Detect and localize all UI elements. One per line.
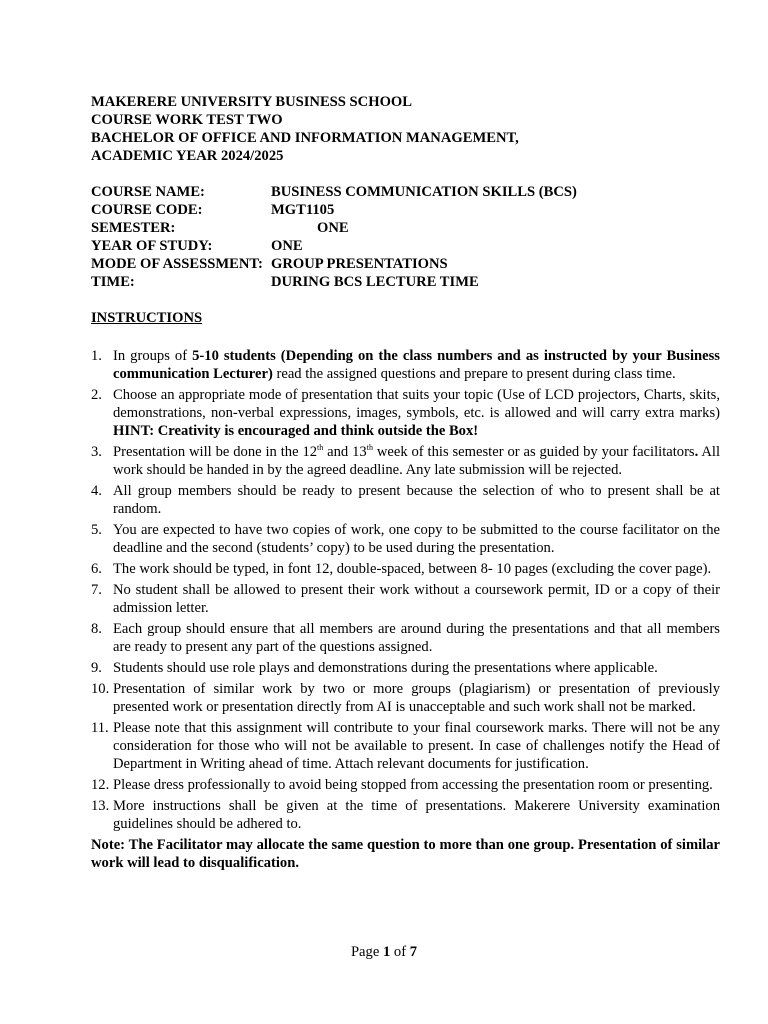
item-number: 2. xyxy=(91,387,102,403)
course-code-label: COURSE CODE: xyxy=(91,202,203,218)
item-bold-text: . xyxy=(694,444,699,460)
item-text: You are expected to have two copies of work, one copy to be submitted to the course facilitator on the deadline and the second (students’ copy) to be used during the presentation. xyxy=(113,522,720,556)
course-name-row xyxy=(91,183,720,201)
item-text: In groups of xyxy=(113,348,193,364)
item-number: 9. xyxy=(91,660,102,676)
mode-of-assessment-value: GROUP PRESENTATIONS xyxy=(271,256,448,272)
list-item xyxy=(91,386,720,440)
item-text: More instructions shall be given at the time of presentations. Makerere University examination guidelines should be adhered to. xyxy=(113,798,720,832)
mode-of-assessment-label: MODE OF ASSESSMENT: xyxy=(91,256,263,272)
semester-value: ONE xyxy=(317,220,349,236)
item-text: Presentation will be done in the 12 xyxy=(113,444,318,460)
list-item xyxy=(91,797,720,833)
item-number: 13. xyxy=(91,798,110,814)
course-details xyxy=(91,183,720,291)
item-text: week of this semester or as guided by your facilitators xyxy=(372,444,695,460)
item-number: 1. xyxy=(91,348,102,364)
item-text: Please dress professionally to avoid being stopped from accessing the presentation room or presenting. xyxy=(113,777,713,793)
academic-year: ACADEMIC YEAR 2024/2025 xyxy=(91,148,284,164)
total-pages-number: 7 xyxy=(409,944,418,960)
item-text: The work should be typed, in font 12, double-spaced, between 8- 10 pages (excluding the cover page). xyxy=(113,561,712,577)
list-item xyxy=(91,776,720,794)
time-row xyxy=(91,273,720,291)
year-of-study-row xyxy=(91,237,720,255)
superscript: th xyxy=(366,443,373,452)
list-item xyxy=(91,680,720,716)
current-page-number: 1 xyxy=(382,944,391,960)
of-word: of xyxy=(393,944,407,960)
list-item xyxy=(91,443,720,479)
course-name-label: COURSE NAME: xyxy=(91,184,205,200)
item-text: and 13 xyxy=(323,444,367,460)
item-text: No student shall be allowed to present their work without a coursework permit, ID or a copy of their admission letter. xyxy=(113,582,720,616)
school-name: MAKERERE UNIVERSITY BUSINESS SCHOOL xyxy=(91,94,413,110)
item-bold-text: HINT: Creativity is encouraged and think outside the Box! xyxy=(113,423,479,439)
page-footer xyxy=(0,943,768,961)
item-number: 6. xyxy=(91,561,102,577)
course-code-row xyxy=(91,201,720,219)
list-item xyxy=(91,581,720,617)
item-number: 11. xyxy=(91,720,109,736)
semester-row xyxy=(91,219,720,237)
item-text: Each group should ensure that all members are around during the presentations and that all members are ready to present any part of the questions assigned. xyxy=(113,621,720,655)
item-number: 3. xyxy=(91,444,102,460)
page-word: Page xyxy=(350,944,380,960)
list-item xyxy=(91,659,720,677)
superscript: th xyxy=(317,443,324,452)
list-item xyxy=(91,560,720,578)
item-number: 10. xyxy=(91,681,110,697)
document-page xyxy=(91,93,720,872)
list-item xyxy=(91,719,720,773)
item-bold-text: 5-10 students (Depending on the class numbers and as instructed by your Business communication Lecturer) xyxy=(113,348,720,382)
item-number: 8. xyxy=(91,621,102,637)
item-text: Students should use role plays and demonstrations during the presentations where applicable. xyxy=(113,660,658,676)
item-number: 4. xyxy=(91,483,102,499)
facilitator-note: Note: The Facilitator may allocate the same question to more than one group. Presentation of similar work will lead to disqualification. xyxy=(91,837,720,871)
mode-of-assessment-row xyxy=(91,255,720,273)
document-header xyxy=(91,93,720,165)
time-label: TIME: xyxy=(91,274,135,290)
instructions-list xyxy=(91,347,720,833)
item-number: 12. xyxy=(91,777,110,793)
item-text: All group members should be ready to present because the selection of who to present shall be at random. xyxy=(113,483,720,517)
time-value: DURING BCS LECTURE TIME xyxy=(271,274,479,290)
list-item xyxy=(91,482,720,518)
year-of-study-label: YEAR OF STUDY: xyxy=(91,238,213,254)
course-code-value: MGT1105 xyxy=(271,202,335,218)
item-number: 5. xyxy=(91,522,102,538)
programme-name: BACHELOR OF OFFICE AND INFORMATION MANAGEMENT, xyxy=(91,130,519,146)
course-name-value: BUSINESS COMMUNICATION SKILLS (BCS) xyxy=(271,184,577,200)
item-text: All work should be handed in by the agreed deadline. Any late submission will be rejected. xyxy=(113,444,721,478)
item-text: read the assigned questions and prepare to present during class time. xyxy=(272,366,676,382)
instructions-heading: INSTRUCTIONS xyxy=(91,310,203,326)
item-text: Presentation of similar work by two or more groups (plagiarism) or presentation of previously presented work or presentation directly from AI is unacceptable and such work shall not be marked. xyxy=(113,681,720,715)
list-item xyxy=(91,347,720,383)
item-text: Choose an appropriate mode of presentation that suits your topic (Use of LCD projectors, Charts, skits, demonstrations, non-verbal expressions, images, symbols, etc. is allowed and will carry extra marks) xyxy=(113,387,720,421)
item-text: Please note that this assignment will contribute to your final coursework marks. There will not be any consideration for those who will not be available to present. In case of challenges notify the Head of Department in Writing ahead of time. Attach relevant documents for justification. xyxy=(113,720,720,772)
item-number: 7. xyxy=(91,582,102,598)
list-item xyxy=(91,620,720,656)
year-of-study-value: ONE xyxy=(271,238,303,254)
semester-label: SEMESTER: xyxy=(91,220,176,236)
test-title: COURSE WORK TEST TWO xyxy=(91,112,283,128)
list-item xyxy=(91,521,720,557)
